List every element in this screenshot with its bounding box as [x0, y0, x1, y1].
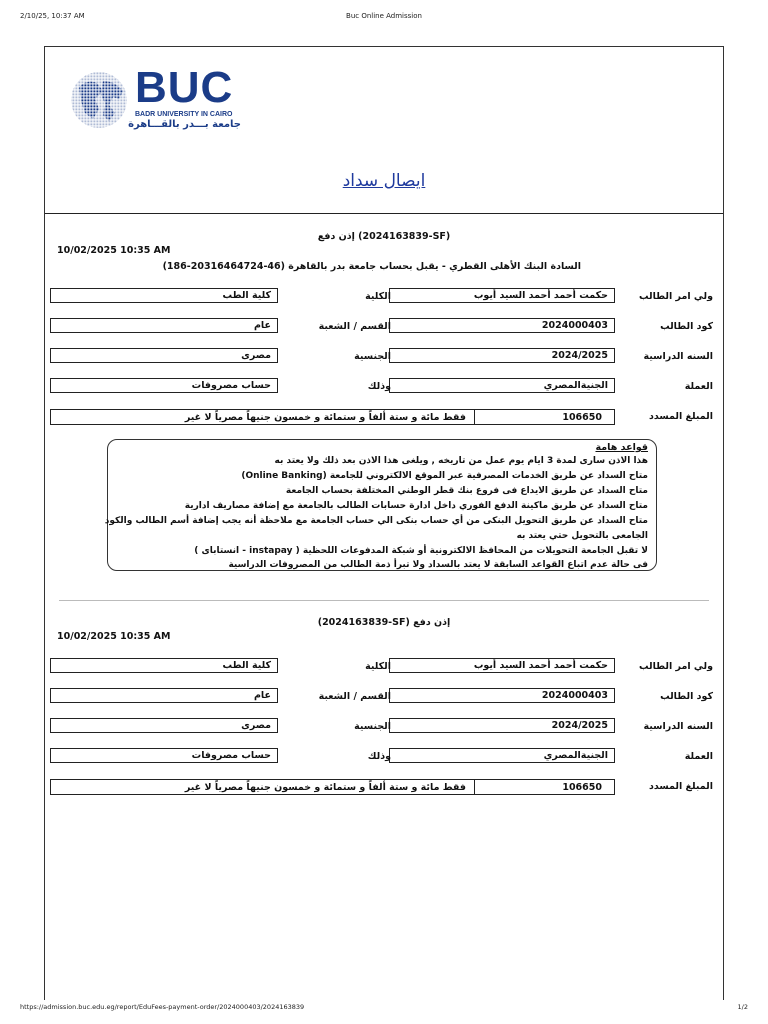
receipt-frame: [44, 46, 724, 1000]
label-nationality: الجنسية: [354, 351, 391, 362]
rule-item: هذا الاذن سارى لمدة 3 ايام يوم عمل من تاريخه , ويلغى هذا الاذن بعد ذلك ولا يعتد به: [274, 456, 648, 466]
field-student-code: 2024000403: [389, 318, 615, 333]
field-year: 2024/2025: [389, 718, 615, 733]
label-guardian: ولي امر الطالب: [638, 291, 713, 302]
print-datetime: 2/10/25, 10:37 AM: [20, 12, 85, 20]
rule-item: الجامعى بالتحويل حتي يعتد به: [516, 531, 648, 541]
bank-line: السادة البنك الأهلى القطري - يقبل بحساب جامعة بدر بالقاهرة (46-20316464724-186): [162, 261, 581, 272]
globe-icon: [69, 69, 131, 131]
field-purpose: حساب مصروفات: [50, 378, 278, 393]
label-department: القسم / الشعبة: [318, 691, 391, 702]
print-header: [0, 12, 768, 24]
logo-english-line: BADR UNIVERSITY IN CAIRO: [135, 111, 233, 118]
label-year: السنه الدراسية: [643, 351, 713, 362]
print-url: https://admission.buc.edu.eg/report/EduFees-payment-order/2024000403/2024163839: [20, 1003, 305, 1011]
label-student-code: كود الطالب: [660, 691, 713, 702]
rules-title: قواعد هامة: [595, 442, 648, 453]
amount-value: 106650: [562, 412, 602, 423]
field-department: عام: [50, 688, 278, 703]
field-year: 2024/2025: [389, 348, 615, 363]
field-amount: [50, 779, 615, 795]
field-department: عام: [50, 318, 278, 333]
label-amount: المبلغ المسدد: [649, 411, 713, 422]
label-amount: المبلغ المسدد: [649, 781, 713, 792]
label-currency: العملة: [684, 751, 713, 762]
page-number: 1/2: [737, 1003, 748, 1011]
field-faculty: كلية الطب: [50, 288, 278, 303]
field-nationality: مصرى: [50, 348, 278, 363]
receipt-title: ايصال سداد: [342, 171, 426, 191]
order-datetime-copy: 10/02/2025 10:35 AM: [57, 631, 171, 642]
label-guardian: ولي امر الطالب: [638, 661, 713, 672]
label-department: القسم / الشعبة: [318, 321, 391, 332]
rule-item: متاح السداد عن طريق التحويل البنكى من أي حساب بنكى الي حساب الجامعة مع ملاحظة أنه يجب إضافة أسم الطالب والكود: [104, 516, 648, 526]
field-student-code: 2024000403: [389, 688, 615, 703]
label-year: السنه الدراسية: [643, 721, 713, 732]
receipt-header: [45, 47, 723, 214]
field-currency: الجنيةالمصري: [389, 378, 615, 393]
field-guardian: حكمت أحمد أحمد السيد أيوب: [389, 288, 615, 303]
label-faculty: الكلية: [365, 661, 391, 672]
amount-words: فقط مائة و ستة ألفاً و ستمائة و خمسون جنيهاً مصرياً لا غير: [184, 782, 466, 793]
rule-item: فى حالة عدم اتباع القواعد السابقة لا يعتد بالسداد ولا تبرأ ذمة الطالب من المصروفات الدراسية: [228, 560, 648, 570]
field-purpose: حساب مصروفات: [50, 748, 278, 763]
rule-item: متاح السداد عن طريق ماكينة الدفع الفوري داخل ادارة حسابات الطالب بالجامعة مع إضافة مصاريف ادارية: [184, 501, 648, 511]
buc-logo: [69, 63, 249, 131]
section-divider: [59, 600, 709, 601]
label-purpose: وذلك: [367, 381, 391, 392]
rule-item: متاح السداد عن طريق الخدمات المصرفية عبر الموقع الالكتروني للجامعة (Online Banking): [241, 471, 648, 481]
field-currency: الجنيةالمصري: [389, 748, 615, 763]
logo-arabic-line: جامعة بـــدر بالقـــاهرة: [128, 119, 241, 130]
field-guardian: حكمت أحمد أحمد السيد أيوب: [389, 658, 615, 673]
field-amount: [50, 409, 615, 425]
rule-item: متاح السداد عن طريق الايداع فى فروع بنك قطر الوطني المختلفة بحساب الجامعة: [285, 486, 648, 496]
label-faculty: الكلية: [365, 291, 391, 302]
amount-words: فقط مائة و ستة ألفاً و ستمائة و خمسون جنيهاً مصرياً لا غير: [184, 412, 466, 423]
rule-item: لا تقبل الجامعة التحويلات من المحافظ الالكترونية أو شبكة المدفوعات اللحظية ( instapay - انستاباى ): [194, 546, 648, 556]
label-purpose: وذلك: [367, 751, 391, 762]
rules-box: [104, 439, 657, 571]
amount-value: 106650: [562, 782, 602, 793]
field-nationality: مصرى: [50, 718, 278, 733]
order-number-copy: (2024163839-SF) إذن دفع: [317, 617, 451, 628]
label-student-code: كود الطالب: [660, 321, 713, 332]
label-nationality: الجنسية: [354, 721, 391, 732]
field-faculty: كلية الطب: [50, 658, 278, 673]
order-datetime: 10/02/2025 10:35 AM: [57, 245, 171, 256]
logo-wordmark: BUC: [135, 63, 234, 112]
print-title: Buc Online Admission: [346, 12, 422, 20]
order-number: إذن دفع (2024163839-SF): [317, 231, 451, 242]
label-currency: العملة: [684, 381, 713, 392]
